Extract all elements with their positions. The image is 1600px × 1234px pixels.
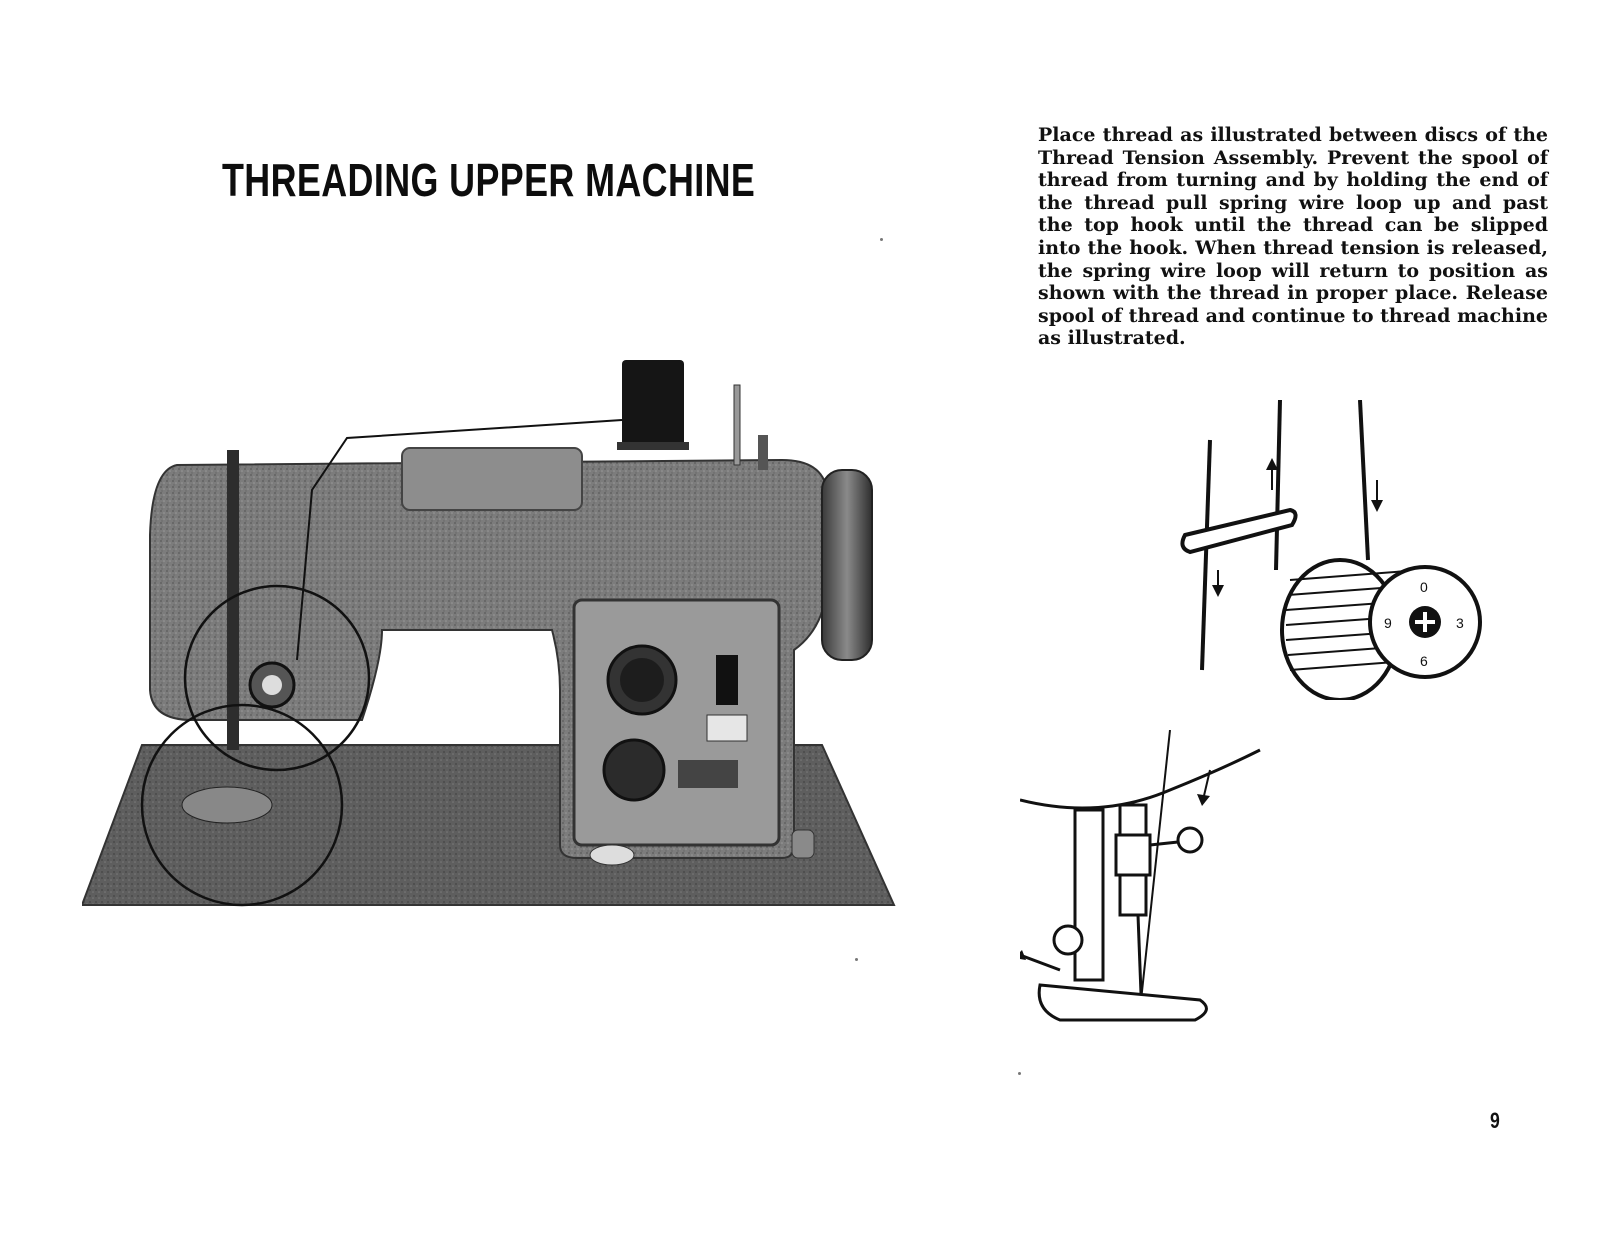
- print-speck: [880, 238, 883, 241]
- page-number: 9: [1490, 1108, 1500, 1133]
- sewing-machine-photo-icon: [82, 360, 922, 940]
- print-speck: [1018, 1072, 1021, 1075]
- dial-number-9: 9: [1384, 615, 1392, 631]
- instructions-paragraph: Place thread as illustrated between discs of the Thread Tension Assembly. Prevent the spool of thread from turning and by holding the end of the thread pull spring wire loop up and past the top hook until the thread can be slipped into the hook. When thread tension is released, the spring wire loop will return to position as shown with the thread in proper place. Release spool of thread and continue to thread machine as illustrated.: [1038, 124, 1548, 350]
- dial-number-6: 6: [1420, 653, 1428, 669]
- needle-and-presser-foot-drawing-icon: [1020, 730, 1290, 1070]
- page-title: THREADING UPPER MACHINE: [222, 154, 756, 206]
- thread-tension-assembly-drawing-icon: [1180, 400, 1520, 700]
- dial-number-3: 3: [1456, 615, 1464, 631]
- dial-number-0: 0: [1420, 579, 1428, 595]
- print-speck: [855, 958, 858, 961]
